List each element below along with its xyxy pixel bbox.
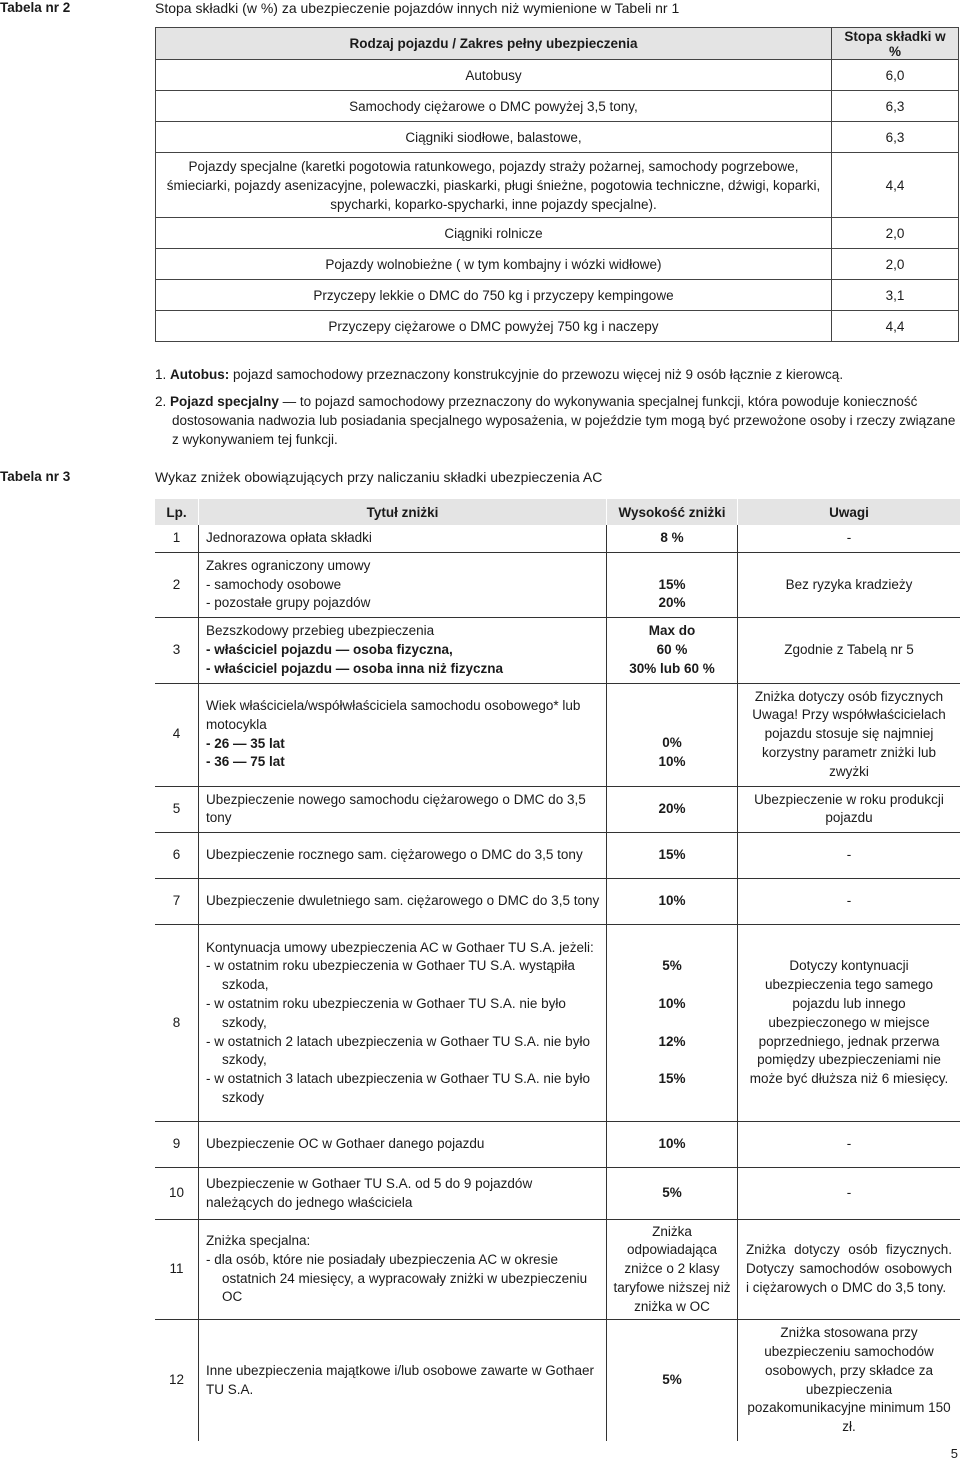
row-remark: - bbox=[738, 833, 960, 879]
value-line: 5% bbox=[662, 1185, 682, 1201]
row-value bbox=[607, 618, 738, 683]
row-title bbox=[199, 552, 607, 617]
discount-table bbox=[155, 499, 960, 1441]
row-number: 5 bbox=[155, 786, 199, 833]
note-number: 2. bbox=[155, 394, 167, 409]
title-line: Ubezpieczenie w Gothaer TU S.A. od 5 do 9 pojazdów należących do jednego właściciela bbox=[206, 1175, 533, 1210]
value-line: 12% bbox=[658, 1033, 686, 1049]
table-row bbox=[155, 1320, 960, 1441]
vehicle-name: Autobusy bbox=[156, 60, 832, 91]
row-title bbox=[199, 879, 607, 925]
row-remark: Zniżka dotyczy osób fizycznych Uwaga! Przy współwłaścicielach pojazdu stosuje się najmniej korzystny parametr zniżki lub zwyżki bbox=[738, 683, 960, 786]
row-value bbox=[607, 525, 738, 552]
header-title: Tytuł zniżki bbox=[199, 499, 607, 525]
row-number: 8 bbox=[155, 925, 199, 1122]
value-line: 10% bbox=[658, 995, 686, 1011]
vehicle-name: Przyczepy ciężarowe o DMC powyżej 750 kg i naczepy bbox=[156, 311, 832, 342]
value-line: 5% bbox=[662, 958, 682, 974]
vehicle-name: Pojazdy wolnobieżne ( w tym kombajny i wózki widłowe) bbox=[156, 249, 832, 280]
table-row bbox=[156, 91, 959, 122]
table-header-row bbox=[156, 28, 959, 60]
table2-notes bbox=[155, 365, 960, 449]
note-term: Pojazd specjalny bbox=[170, 394, 279, 409]
title-line: Zakres ograniczony umowy bbox=[206, 557, 371, 573]
note-item bbox=[155, 365, 960, 384]
row-title bbox=[199, 1220, 607, 1320]
note-text: — to pojazd samochodowy przeznaczony do wykonywania specjalnej funkcji, która powoduje konieczność dostosowania nadwozia lub posiadania specjalnego wyposażenia, w pojeździe tym mogą być przewożone osoby i rzeczy związane z wykonywaniem tej funkcji. bbox=[172, 394, 956, 447]
title-line: - samochody osobowe bbox=[206, 576, 342, 592]
table-row bbox=[155, 1168, 960, 1220]
vehicle-name: Samochody ciężarowe o DMC powyżej 3,5 tony, bbox=[156, 91, 832, 122]
value-line: Max do bbox=[648, 623, 696, 639]
row-number: 10 bbox=[155, 1168, 199, 1220]
vehicle-rate: 3,1 bbox=[832, 280, 959, 311]
title-line: - dla osób, które nie posiadały ubezpieczenia AC w okresie ostatnich 24 miesięcy, a wypracowały zniżki w ubezpieczeniu OC bbox=[206, 1251, 588, 1305]
title-line: - w ostatnim roku ubezpieczenia w Gothaer TU S.A. wystąpiła szkoda, bbox=[206, 958, 575, 993]
table3-caption: Wykaz zniżek obowiązujących przy naliczaniu składki ubezpieczenia AC bbox=[155, 469, 603, 485]
title-line: Ubezpieczenie OC w Gothaer danego pojazdu bbox=[206, 1136, 485, 1152]
value-line: 15% bbox=[658, 847, 686, 863]
row-value bbox=[607, 683, 738, 786]
table-row bbox=[156, 60, 959, 91]
value-line: 10% bbox=[658, 754, 686, 770]
table-row bbox=[155, 1220, 960, 1320]
value-line: 20% bbox=[658, 800, 686, 816]
title-line: Kontynuacja umowy ubezpieczenia AC w Gothaer TU S.A. jeżeli: bbox=[206, 939, 594, 955]
title-line: Inne ubezpieczenia majątkowe i/lub osobowe zawarte w Gothaer TU S.A. bbox=[206, 1362, 594, 1397]
row-number: 11 bbox=[155, 1220, 199, 1320]
row-remark: Zniżka stosowana przy ubezpieczeniu samochodów osobowych, przy składce za ubezpieczenia pozakomunikacyjne minimum 150 zł. bbox=[747, 1325, 951, 1435]
row-number: 12 bbox=[168, 1372, 185, 1388]
row-number: 4 bbox=[155, 683, 199, 786]
row-number: 7 bbox=[155, 879, 199, 925]
row-remark: Ubezpieczenie w roku produkcji pojazdu bbox=[738, 786, 960, 833]
title-line: - właściciel pojazdu — osoba fizyczna, bbox=[206, 641, 453, 657]
title-line: - 26 — 35 lat bbox=[206, 735, 285, 751]
header-vehicle-type: Rodzaj pojazdu / Zakres pełny ubezpieczenia bbox=[156, 28, 832, 60]
header-value: Wysokość zniżki bbox=[607, 499, 738, 525]
row-remark: - bbox=[738, 525, 960, 552]
title-line: Ubezpieczenie dwuletniego sam. ciężarowego o DMC do 3,5 tony bbox=[206, 893, 600, 909]
value-line: 20% bbox=[658, 595, 686, 611]
vehicle-rate: 4,4 bbox=[832, 311, 959, 342]
value-line: 10% bbox=[658, 1136, 686, 1152]
row-value bbox=[607, 1122, 738, 1168]
table-row bbox=[155, 833, 960, 879]
value-line: 5% bbox=[662, 1372, 682, 1388]
vehicle-name: Przyczepy lekkie o DMC do 750 kg i przyczepy kempingowe bbox=[156, 280, 832, 311]
row-value bbox=[607, 879, 738, 925]
row-remark: - bbox=[738, 1122, 960, 1168]
table-row bbox=[155, 618, 960, 683]
table-row bbox=[155, 786, 960, 833]
title-line: - właściciel pojazdu — osoba inna niż fizyczna bbox=[206, 660, 504, 676]
title-line: - pozostałe grupy pojazdów bbox=[206, 595, 371, 611]
vehicle-name: Ciągniki rolnicze bbox=[156, 218, 832, 249]
title-line: - w ostatnim roku ubezpieczenia w Gothaer TU S.A. nie było szkody, bbox=[206, 995, 566, 1030]
row-remark: Bez ryzyka kradzieży bbox=[738, 552, 960, 617]
row-value bbox=[607, 552, 738, 617]
table-row bbox=[156, 311, 959, 342]
note-item bbox=[155, 392, 960, 449]
vehicle-rate: 6,0 bbox=[832, 60, 959, 91]
table-header-row bbox=[155, 499, 960, 525]
value-line: Zniżka odpowiadająca zniżce o 2 klasy taryfowe niższej niż zniżka w OC bbox=[613, 1223, 731, 1314]
row-remark: Zgodnie z Tabelą nr 5 bbox=[738, 618, 960, 683]
title-line: - w ostatnich 2 latach ubezpieczenia w Gothaer TU S.A. nie było szkody, bbox=[206, 1033, 590, 1068]
row-value bbox=[607, 1168, 738, 1220]
row-title bbox=[199, 833, 607, 879]
table-row bbox=[156, 153, 959, 218]
row-remark: Dotyczy kontynuacji ubezpieczenia tego samego pojazdu lub innego ubezpieczonego w miejsce poprzedniego, jednak przerwa pomiędzy ubezpieczeniami nie może być dłuższa niż 6 miesięcy. bbox=[738, 925, 960, 1122]
premium-rate-table bbox=[155, 27, 959, 342]
table-row bbox=[155, 552, 960, 617]
table2-label: Tabela nr 2 bbox=[0, 0, 71, 15]
page-number: 5 bbox=[950, 1446, 958, 1461]
value-line: 60 % bbox=[656, 641, 688, 657]
row-title bbox=[199, 683, 607, 786]
table-row bbox=[155, 525, 960, 552]
row-value bbox=[607, 833, 738, 879]
table-row bbox=[155, 925, 960, 1122]
row-title bbox=[199, 618, 607, 683]
row-number: 1 bbox=[155, 525, 199, 552]
title-line: Bezszkodowy przebieg ubezpieczenia bbox=[206, 623, 435, 639]
header-rate: Stopa składki w % bbox=[832, 28, 959, 60]
title-line: Zniżka specjalna: bbox=[206, 1233, 311, 1249]
row-number: 6 bbox=[155, 833, 199, 879]
note-text: pojazd samochodowy przeznaczony konstrukcyjnie do przewozu więcej niż 9 osób łącznie z kierowcą. bbox=[229, 367, 844, 382]
table-row bbox=[156, 249, 959, 280]
row-title bbox=[199, 786, 607, 833]
title-line: Jednorazowa opłata składki bbox=[206, 530, 372, 545]
row-title bbox=[199, 1168, 607, 1220]
row-value bbox=[607, 1220, 738, 1320]
row-remark: Zniżka dotyczy osób fizycznych. Dotyczy samochodów osobowych i ciężarowych o DMC do 3,5 tony. bbox=[738, 1220, 960, 1320]
note-number: 1. bbox=[155, 367, 167, 382]
table-row bbox=[156, 122, 959, 153]
row-value bbox=[607, 925, 738, 1122]
row-title bbox=[199, 525, 607, 552]
vehicle-name: Pojazdy specjalne (karetki pogotowia ratunkowego, pojazdy straży pożarnej, samochody pogrzebowe, śmieciarki, pojazdy asenizacyjne, polewaczki, piaskarki, pługi śnieżne, pogotowia techniczne, dźwigi, koparki, spycharki, koparko-spycharki, inne pojazdy specjalne). bbox=[156, 153, 832, 218]
value-line: 0% bbox=[662, 735, 682, 751]
row-value bbox=[607, 786, 738, 833]
title-line: Ubezpieczenie nowego samochodu ciężarowego o DMC do 3,5 tony bbox=[206, 791, 586, 826]
value-line: 8 % bbox=[660, 530, 684, 545]
note-term: Autobus: bbox=[170, 367, 230, 382]
value-line: 15% bbox=[658, 1071, 686, 1087]
row-value bbox=[607, 1320, 738, 1441]
vehicle-rate: 2,0 bbox=[832, 249, 959, 280]
row-title bbox=[199, 1320, 607, 1441]
value-line: 15% bbox=[658, 576, 686, 592]
header-lp: Lp. bbox=[155, 499, 199, 525]
row-title bbox=[199, 925, 607, 1122]
table3-label: Tabela nr 3 bbox=[0, 469, 71, 484]
table-row bbox=[155, 683, 960, 786]
table-row bbox=[155, 879, 960, 925]
value-line: 30% lub 60 % bbox=[629, 660, 715, 676]
vehicle-rate: 2,0 bbox=[832, 218, 959, 249]
header-remarks: Uwagi bbox=[738, 499, 960, 525]
table2-caption: Stopa składki (w %) za ubezpieczenie pojazdów innych niż wymienione w Tabeli nr 1 bbox=[155, 0, 680, 16]
vehicle-name: Ciągniki siodłowe, balastowe, bbox=[156, 122, 832, 153]
value-line: 10% bbox=[658, 893, 686, 909]
row-number: 2 bbox=[155, 552, 199, 617]
row-remark: - bbox=[738, 879, 960, 925]
row-number: 9 bbox=[155, 1122, 199, 1168]
vehicle-rate: 6,3 bbox=[832, 122, 959, 153]
vehicle-rate: 4,4 bbox=[832, 153, 959, 218]
title-line: Wiek właściciela/współwłaściciela samochodu osobowego* lub motocykla bbox=[206, 697, 581, 732]
row-number: 3 bbox=[155, 618, 199, 683]
table-row bbox=[156, 218, 959, 249]
vehicle-rate: 6,3 bbox=[832, 91, 959, 122]
row-title bbox=[199, 1122, 607, 1168]
title-line: Ubezpieczenie rocznego sam. ciężarowego o DMC do 3,5 tony bbox=[206, 847, 583, 863]
row-remark: - bbox=[738, 1168, 960, 1220]
table-row bbox=[156, 280, 959, 311]
title-line: - 36 — 75 lat bbox=[206, 754, 285, 770]
table-row bbox=[155, 1122, 960, 1168]
title-line: - w ostatnich 3 latach ubezpieczenia w Gothaer TU S.A. nie było szkody bbox=[206, 1071, 590, 1105]
